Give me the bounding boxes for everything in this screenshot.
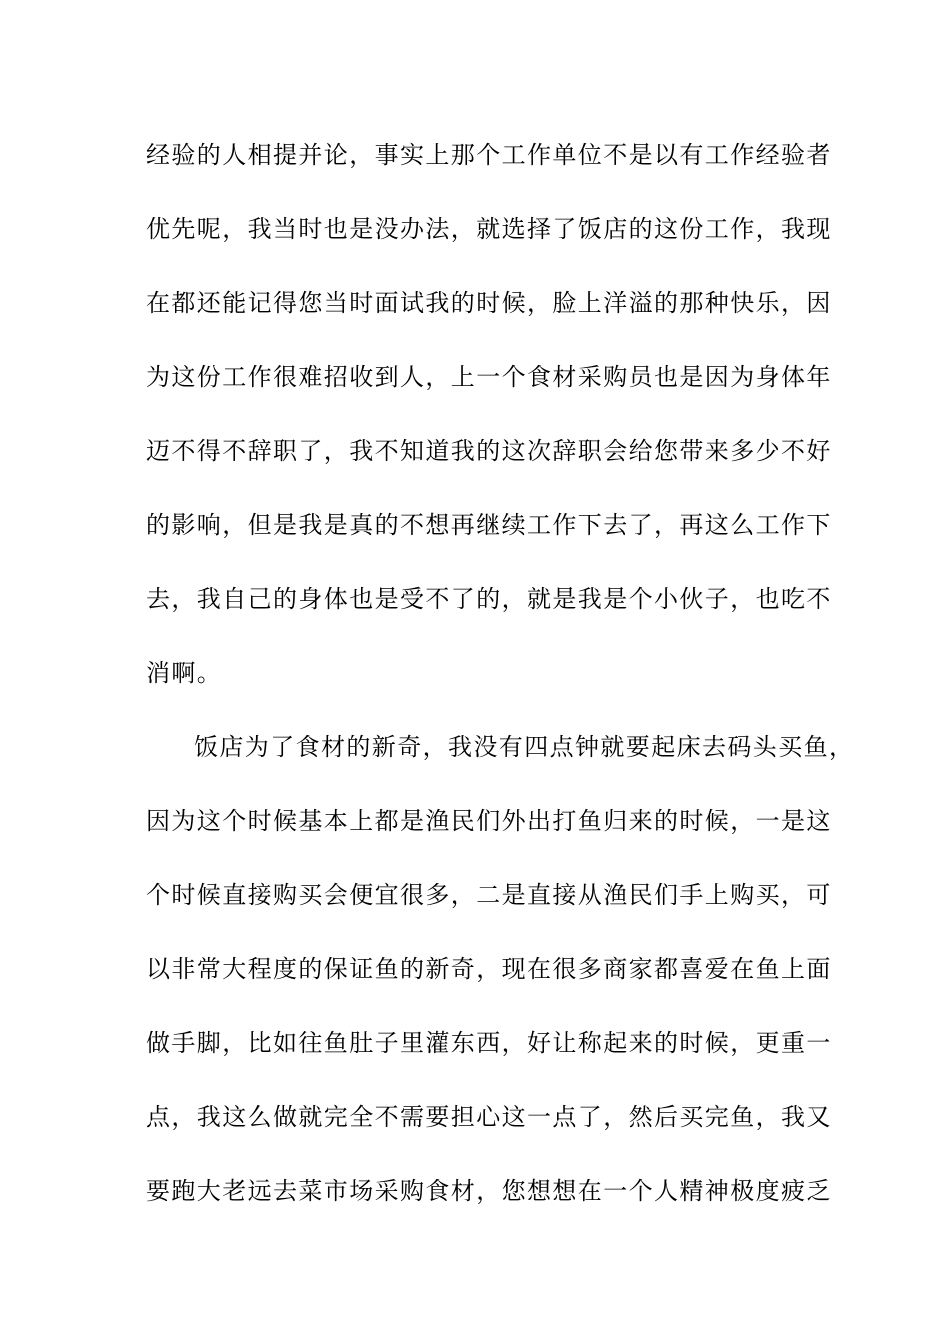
text-line: 以非常大程度的保证鱼的新奇，现在很多商家都喜爱在鱼上面 <box>146 955 832 983</box>
text-line: 点，我这么做就完全不需要担心这一点了，然后买完鱼，我又 <box>146 1103 832 1131</box>
text-line: 优先呢，我当时也是没办法，就选择了饭店的这份工作，我现 <box>146 215 832 243</box>
text-line: 的影响，但是我是真的不想再继续工作下去了，再这么工作下 <box>146 511 832 539</box>
text-line: 为这份工作很难招收到人，上一个食材采购员也是因为身体年 <box>146 363 832 391</box>
text-line: 迈不得不辞职了，我不知道我的这次辞职会给您带来多少不好 <box>146 437 832 465</box>
text-line: 消啊。 <box>146 659 223 687</box>
text-line: 因为这个时候基本上都是渔民们外出打鱼归来的时候，一是这 <box>146 807 832 835</box>
paragraph-first-line: 饭店为了食材的新奇，我没有四点钟就要起床去码头买鱼， <box>194 733 855 761</box>
text-line: 个时候直接购买会便宜很多，二是直接从渔民们手上购买，可 <box>146 881 832 909</box>
text-line: 经验的人相提并论，事实上那个工作单位不是以有工作经验者 <box>146 141 832 169</box>
text-line: 在都还能记得您当时面试我的时候，脸上洋溢的那种快乐，因 <box>146 289 832 317</box>
text-line: 做手脚，比如往鱼肚子里灌东西，好让称起来的时候，更重一 <box>146 1029 832 1057</box>
text-line: 去，我自己的身体也是受不了的，就是我是个小伙子，也吃不 <box>146 585 832 613</box>
text-line: 要跑大老远去菜市场采购食材，您想想在一个人精神极度疲乏 <box>146 1177 832 1205</box>
